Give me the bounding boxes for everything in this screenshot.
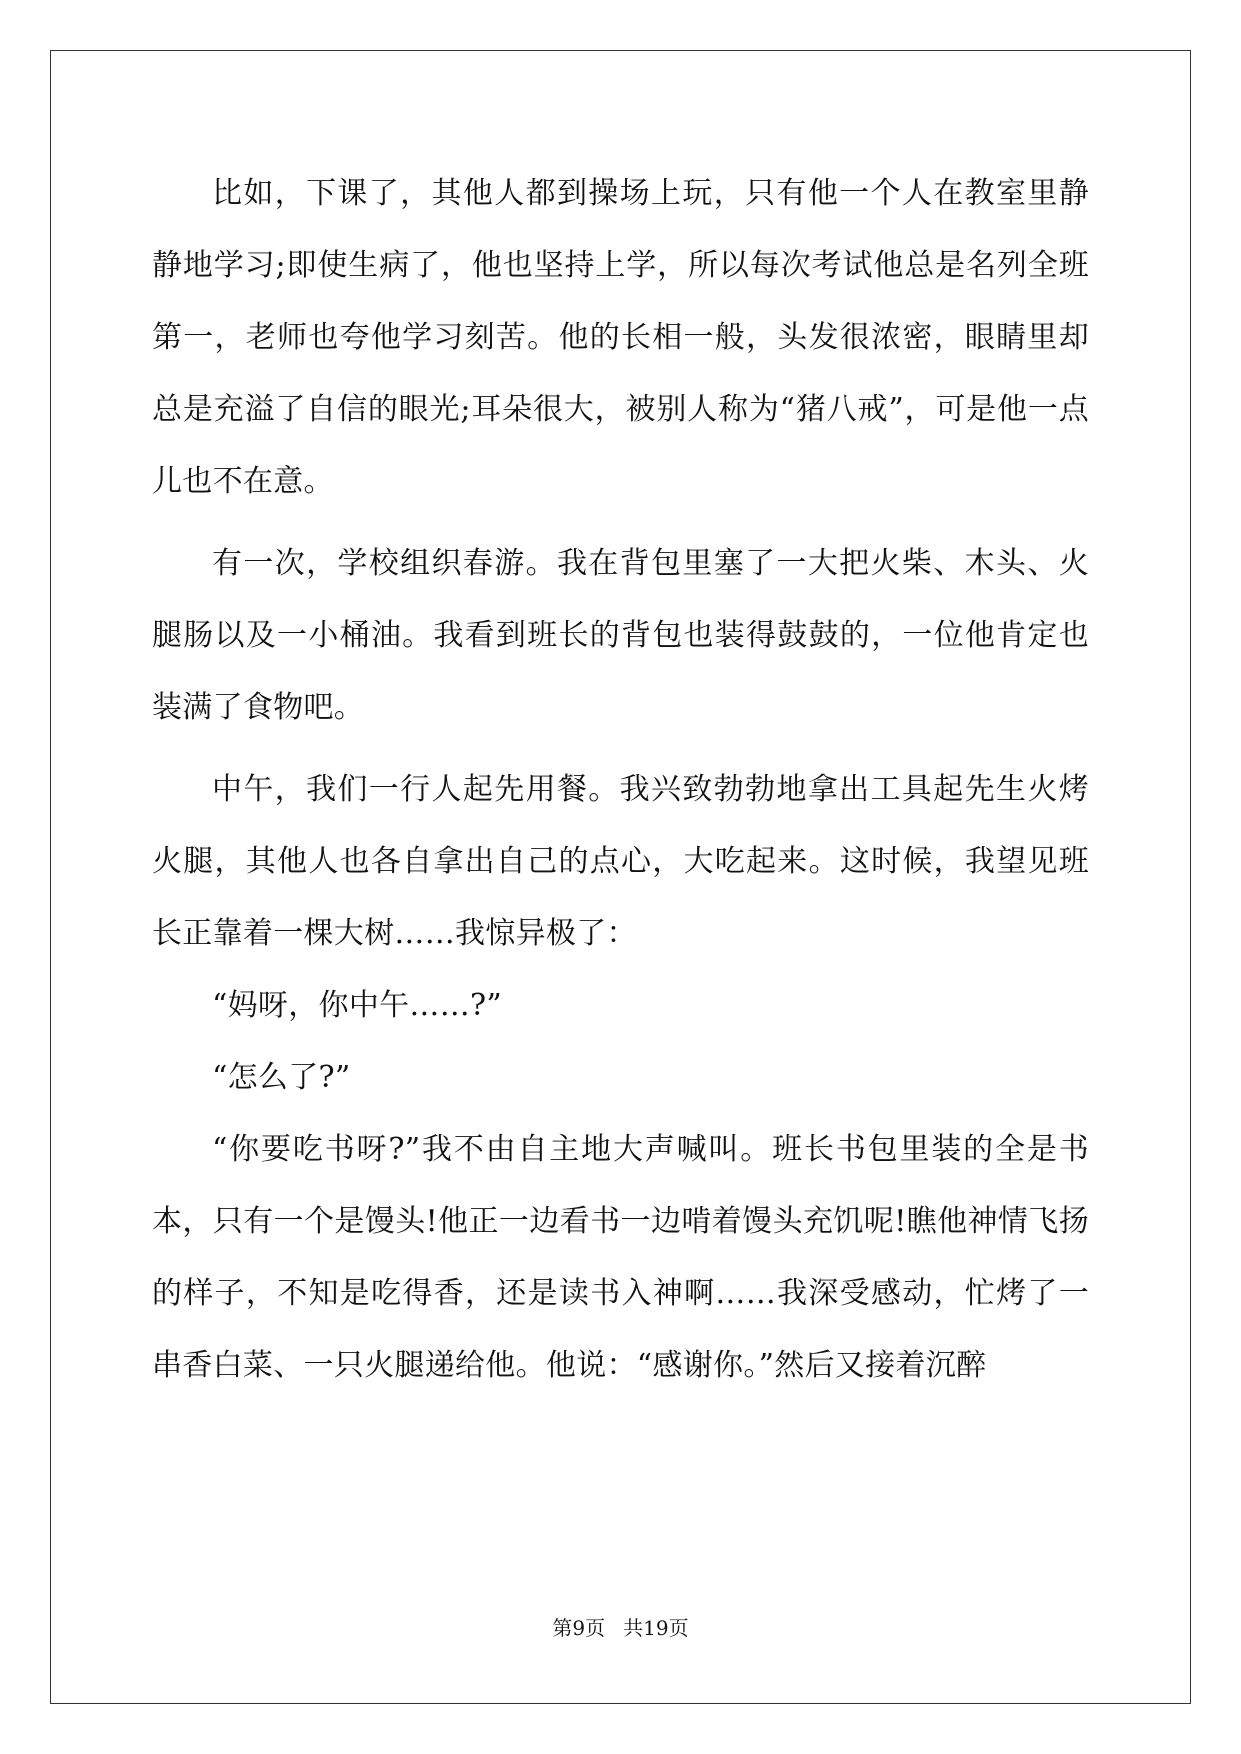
paragraph: “妈呀，你中午……?” xyxy=(212,988,503,1023)
paragraph: 中午，我们一行人起先用餐。我兴致勃勃地拿出工具起先生火烤火腿，其他人也各自拿出自己的点心，大吃起来。这时候，我望见班长正靠着一棵大树……我惊异极了： xyxy=(152,772,1089,951)
paragraph: “怎么了?” xyxy=(212,1060,351,1095)
paragraph: 比如，下课了，其他人都到操场上玩，只有他一个人在教室里静静地学习;即使生病了，他也坚持上学，所以每次考试他总是名列全班第一，老师也夸他学习刻苦。他的长相一般，头发很浓密，眼睛里却总是充溢了自信的眼光;耳朵很大，被别人称为“猪八戒”，可是他一点儿也不在意。 xyxy=(152,176,1089,499)
page-total: 共19页 xyxy=(623,1616,689,1640)
paragraph: “你要吃书呀?”我不由自主地大声喊叫。班长书包里装的全是书本，只有一个是馒头!他正一边看书一边啃着馒头充饥呢!瞧他神情飞扬的样子，不知是吃得香，还是读书入神啊……我深受感动，忙烤了一串香白菜、一只火腿递给他。他说：“感谢你。”然后又接着沉醉 xyxy=(152,1132,1089,1383)
page-footer xyxy=(0,1612,1241,1641)
page-number: 第9页 xyxy=(552,1616,606,1640)
document-body xyxy=(152,158,1089,1402)
paragraph: 有一次，学校组织春游。我在背包里塞了一大把火柴、木头、火腿肠以及一小桶油。我看到班长的背包也装得鼓鼓的，一位他肯定也装满了食物吧。 xyxy=(152,546,1089,725)
